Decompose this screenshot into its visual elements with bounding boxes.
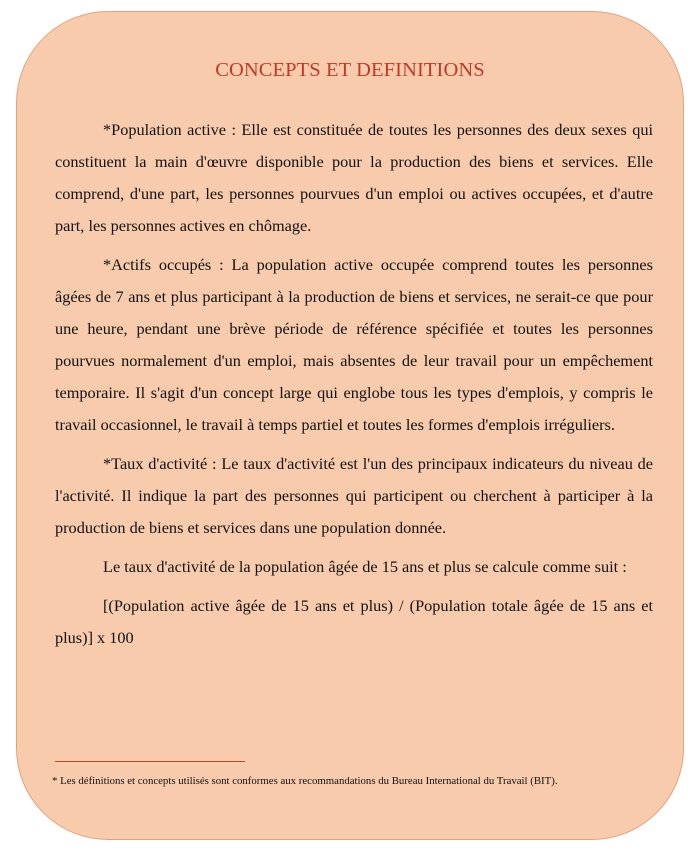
definitions-panel — [16, 11, 684, 840]
definition-population-active: *Population active : Elle est constituée de toutes les personnes des deux sexes qui constituent la main d'œuvre disponible pour la production des biens et services. Elle comprend, d'une part, les personnes pourvues d'un emploi ou actives occupées, et d'autre part, les personnes actives en chômage. — [55, 120, 653, 235]
definitions-body — [55, 114, 653, 661]
panel-title: CONCEPTS ET DEFINITIONS — [215, 59, 485, 81]
definition-taux-activite: *Taux d'activité : Le taux d'activité est l'un des principaux indicateurs du niveau de l'activité. Il indique la part des personnes qui participent ou cherchent à participer à la production de biens et services dans une population donnée. — [55, 454, 653, 537]
calculation-formula: [(Population active âgée de 15 ans et plus) / (Population totale âgée de 15 ans et plus)] x 100 — [55, 596, 653, 647]
footnote-divider — [55, 761, 245, 762]
footnote: * Les définitions et concepts utilisés sont conformes aux recommandations du Bureau International du Travail (BIT). — [52, 775, 558, 787]
definition-actifs-occupes: *Actifs occupés : La population active occupée comprend toutes les personnes âgées de 7 ans et plus participant à la production de biens et services, ne serait-ce que pour une heure, pendant une brève période de référence spécifiée et toutes les personnes pourvues normalement d'un emploi, mais absentes de leur travail pour un empêchement temporaire. Il s'agit d'un concept large qui englobe tous les types d'emplois, y compris le travail occasionnel, le travail à temps partiel et toutes les formes d'emplois irréguliers. — [55, 255, 653, 434]
calculation-intro: Le taux d'activité de la population âgée de 15 ans et plus se calcule comme suit : — [103, 557, 627, 576]
